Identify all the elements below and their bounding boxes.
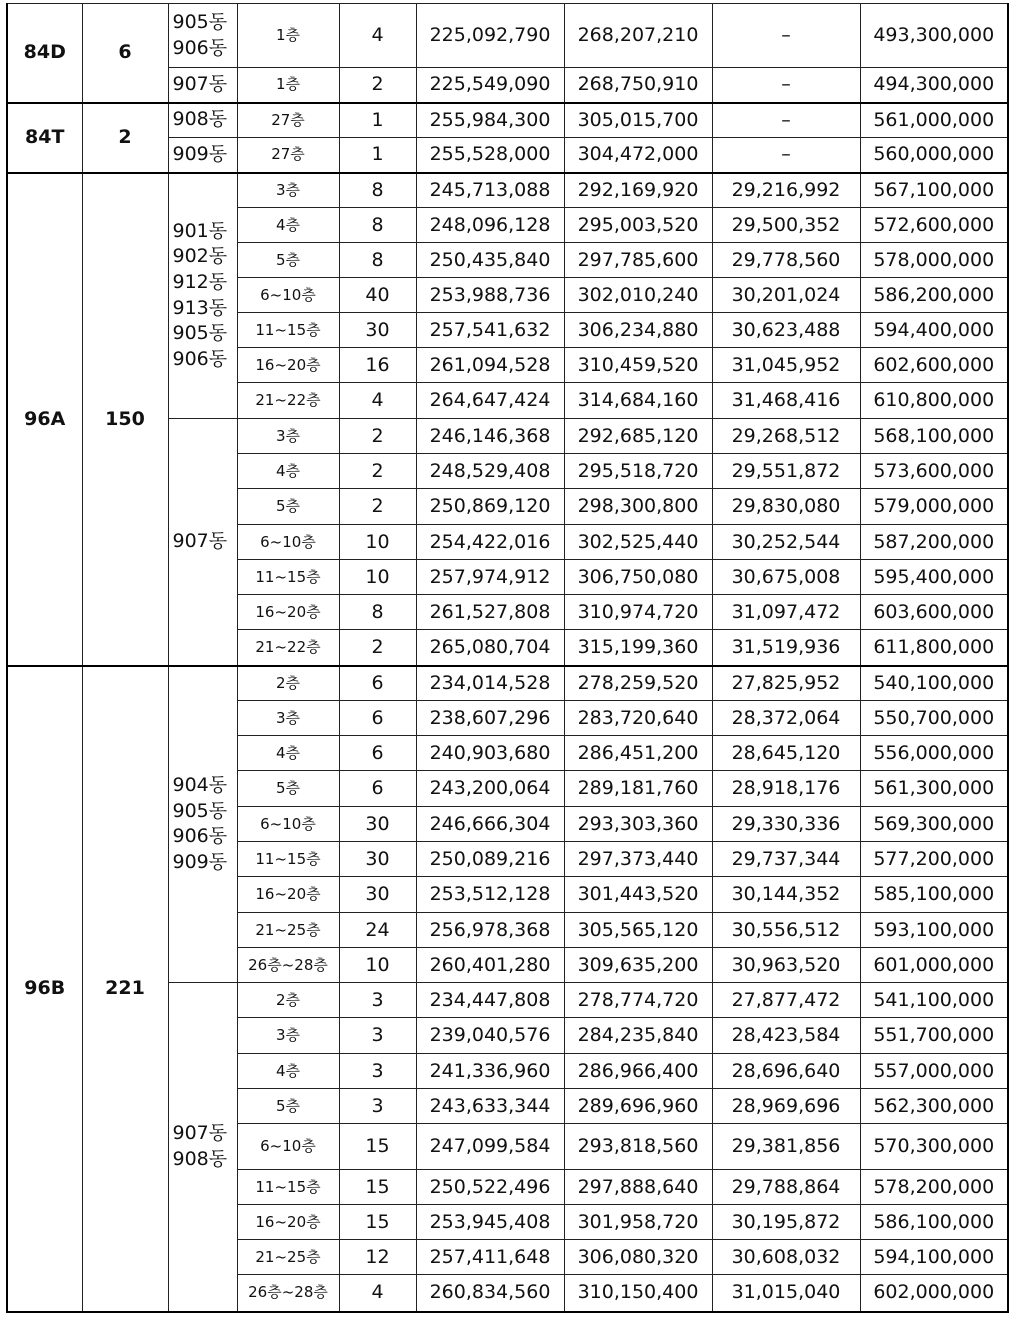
total-price-cell: 561,000,000 — [860, 103, 1008, 138]
price-cell-3: 31,097,472 — [712, 595, 860, 630]
total-price-cell: 586,200,000 — [860, 278, 1008, 313]
floor-cell: 26층~28층 — [237, 948, 339, 983]
total-price-cell: 551,700,000 — [860, 1018, 1008, 1054]
price-cell-3: 29,788,864 — [712, 1170, 860, 1205]
floor-cell: 4층 — [237, 1054, 339, 1089]
floor-cell: 4층 — [237, 736, 339, 771]
building-label: 909동 — [172, 850, 228, 873]
total-price-cell: 593,100,000 — [860, 913, 1008, 948]
building-label: 904동 — [172, 773, 228, 796]
price-cell-2: 292,685,120 — [564, 419, 712, 454]
price-cell-3: 30,252,544 — [712, 525, 860, 560]
building-label: 902동 — [172, 245, 228, 268]
unit-type-cell: 96B — [7, 666, 82, 1312]
price-cell-1: 245,713,088 — [416, 173, 564, 208]
price-cell-1: 243,200,064 — [416, 771, 564, 807]
total-price-cell: 578,000,000 — [860, 243, 1008, 278]
building-label: 905동 — [172, 10, 228, 33]
price-cell-2: 289,181,760 — [564, 771, 712, 807]
units-cell: 2 — [339, 419, 416, 454]
price-cell-1: 256,978,368 — [416, 913, 564, 948]
price-cell-1: 254,422,016 — [416, 525, 564, 560]
floor-cell: 6~10층 — [237, 525, 339, 560]
price-cell-3: 29,500,352 — [712, 208, 860, 243]
price-cell-2: 306,234,880 — [564, 313, 712, 348]
price-cell-1: 246,146,368 — [416, 419, 564, 454]
price-cell-1: 250,522,496 — [416, 1170, 564, 1205]
price-cell-3: 30,963,520 — [712, 948, 860, 983]
price-cell-2: 292,169,920 — [564, 173, 712, 208]
price-cell-2: 314,684,160 — [564, 383, 712, 419]
building-label: 912동 — [172, 271, 228, 294]
units-cell: 6 — [339, 666, 416, 701]
price-cell-3: 29,381,856 — [712, 1124, 860, 1170]
price-cell-1: 253,512,128 — [416, 877, 564, 913]
price-cell-2: 305,015,700 — [564, 103, 712, 138]
building-label: 913동 — [172, 296, 228, 319]
total-price-cell: 569,300,000 — [860, 807, 1008, 842]
price-cell-2: 310,150,400 — [564, 1275, 712, 1312]
total-price-cell: 586,100,000 — [860, 1205, 1008, 1240]
price-cell-3: 30,195,872 — [712, 1205, 860, 1240]
unit-count-cell: 221 — [82, 666, 168, 1312]
price-cell-2: 283,720,640 — [564, 701, 712, 736]
total-price-cell: 585,100,000 — [860, 877, 1008, 913]
floor-cell: 5층 — [237, 1089, 339, 1124]
units-cell: 12 — [339, 1240, 416, 1275]
price-cell-3: 29,778,560 — [712, 243, 860, 278]
price-cell-3: – — [712, 103, 860, 138]
price-cell-3: – — [712, 68, 860, 103]
price-cell-2: 306,750,080 — [564, 560, 712, 595]
floor-cell: 3층 — [237, 701, 339, 736]
price-cell-3: 31,519,936 — [712, 630, 860, 666]
floor-cell: 1층 — [237, 68, 339, 103]
price-cell-3: 29,737,344 — [712, 842, 860, 877]
building-label: 901동 — [172, 219, 228, 242]
floor-cell: 16~20층 — [237, 877, 339, 913]
price-cell-1: 253,988,736 — [416, 278, 564, 313]
total-price-cell: 567,100,000 — [860, 173, 1008, 208]
price-cell-1: 250,869,120 — [416, 489, 564, 525]
building-label: 906동 — [172, 348, 228, 371]
price-cell-1: 241,336,960 — [416, 1054, 564, 1089]
price-cell-1: 257,411,648 — [416, 1240, 564, 1275]
total-price-cell: 494,300,000 — [860, 68, 1008, 103]
total-price-cell: 602,000,000 — [860, 1275, 1008, 1312]
price-table-body — [7, 4, 1008, 1312]
building-label: 907동 — [172, 529, 228, 552]
price-cell-3: 28,423,584 — [712, 1018, 860, 1054]
units-cell: 16 — [339, 348, 416, 383]
price-cell-1: 234,447,808 — [416, 983, 564, 1018]
price-cell-3: 27,825,952 — [712, 666, 860, 701]
price-cell-2: 286,966,400 — [564, 1054, 712, 1089]
price-cell-1: 246,666,304 — [416, 807, 564, 842]
price-cell-2: 268,750,910 — [564, 68, 712, 103]
units-cell: 24 — [339, 913, 416, 948]
unit-count-cell: 2 — [82, 103, 168, 173]
price-cell-2: 295,003,520 — [564, 208, 712, 243]
building-cell — [168, 419, 237, 666]
total-price-cell: 556,000,000 — [860, 736, 1008, 771]
floor-cell: 6~10층 — [237, 1124, 339, 1170]
units-cell: 2 — [339, 454, 416, 489]
units-cell: 3 — [339, 1018, 416, 1054]
price-cell-3: 28,918,176 — [712, 771, 860, 807]
price-cell-1: 243,633,344 — [416, 1089, 564, 1124]
floor-cell: 6~10층 — [237, 807, 339, 842]
floor-cell: 11~15층 — [237, 1170, 339, 1205]
price-cell-1: 255,984,300 — [416, 103, 564, 138]
unit-count-cell: 6 — [82, 4, 168, 103]
price-cell-2: 295,518,720 — [564, 454, 712, 489]
price-cell-3: 27,877,472 — [712, 983, 860, 1018]
units-cell: 2 — [339, 68, 416, 103]
floor-cell: 3층 — [237, 173, 339, 208]
total-price-cell: 550,700,000 — [860, 701, 1008, 736]
price-cell-1: 248,529,408 — [416, 454, 564, 489]
total-price-cell: 557,000,000 — [860, 1054, 1008, 1089]
price-cell-1: 257,974,912 — [416, 560, 564, 595]
price-cell-3: 28,645,120 — [712, 736, 860, 771]
floor-cell: 11~15층 — [237, 842, 339, 877]
price-cell-1: 255,528,000 — [416, 138, 564, 173]
price-cell-2: 310,459,520 — [564, 348, 712, 383]
units-cell: 40 — [339, 278, 416, 313]
price-cell-3: 30,201,024 — [712, 278, 860, 313]
units-cell: 10 — [339, 525, 416, 560]
floor-cell: 6~10층 — [237, 278, 339, 313]
units-cell: 4 — [339, 1275, 416, 1312]
units-cell: 8 — [339, 173, 416, 208]
units-cell: 10 — [339, 560, 416, 595]
price-cell-1: 253,945,408 — [416, 1205, 564, 1240]
floor-cell: 3층 — [237, 1018, 339, 1054]
units-cell: 6 — [339, 771, 416, 807]
units-cell: 30 — [339, 877, 416, 913]
floor-cell: 4층 — [237, 454, 339, 489]
building-cell — [168, 138, 237, 173]
building-label: 908동 — [172, 108, 228, 131]
total-price-cell: 603,600,000 — [860, 595, 1008, 630]
price-cell-2: 297,888,640 — [564, 1170, 712, 1205]
total-price-cell: 595,400,000 — [860, 560, 1008, 595]
price-cell-2: 309,635,200 — [564, 948, 712, 983]
price-cell-2: 297,373,440 — [564, 842, 712, 877]
total-price-cell: 594,400,000 — [860, 313, 1008, 348]
floor-cell: 5층 — [237, 243, 339, 278]
total-price-cell: 573,600,000 — [860, 454, 1008, 489]
floor-cell: 5층 — [237, 771, 339, 807]
floor-cell: 16~20층 — [237, 1205, 339, 1240]
building-cell — [168, 666, 237, 983]
building-label: 905동 — [172, 322, 228, 345]
units-cell: 30 — [339, 313, 416, 348]
total-price-cell: 610,800,000 — [860, 383, 1008, 419]
units-cell: 15 — [339, 1205, 416, 1240]
floor-cell: 11~15층 — [237, 560, 339, 595]
price-cell-2: 306,080,320 — [564, 1240, 712, 1275]
price-cell-2: 278,259,520 — [564, 666, 712, 701]
building-label: 906동 — [172, 36, 228, 59]
price-cell-1: 261,527,808 — [416, 595, 564, 630]
price-cell-3: 30,675,008 — [712, 560, 860, 595]
floor-cell: 1층 — [237, 4, 339, 68]
total-price-cell: 561,300,000 — [860, 771, 1008, 807]
price-cell-1: 234,014,528 — [416, 666, 564, 701]
price-cell-3: 29,330,336 — [712, 807, 860, 842]
price-cell-3: 29,216,992 — [712, 173, 860, 208]
total-price-cell: 562,300,000 — [860, 1089, 1008, 1124]
units-cell: 3 — [339, 1089, 416, 1124]
price-cell-2: 278,774,720 — [564, 983, 712, 1018]
price-cell-2: 293,818,560 — [564, 1124, 712, 1170]
price-cell-3: 31,015,040 — [712, 1275, 860, 1312]
price-cell-1: 247,099,584 — [416, 1124, 564, 1170]
price-cell-1: 250,435,840 — [416, 243, 564, 278]
total-price-cell: 578,200,000 — [860, 1170, 1008, 1205]
total-price-cell: 611,800,000 — [860, 630, 1008, 666]
units-cell: 2 — [339, 630, 416, 666]
price-cell-3: 28,696,640 — [712, 1054, 860, 1089]
price-cell-3: 30,608,032 — [712, 1240, 860, 1275]
price-cell-1: 264,647,424 — [416, 383, 564, 419]
price-cell-1: 260,834,560 — [416, 1275, 564, 1312]
price-cell-3: 29,830,080 — [712, 489, 860, 525]
price-cell-2: 289,696,960 — [564, 1089, 712, 1124]
price-cell-1: 260,401,280 — [416, 948, 564, 983]
units-cell: 4 — [339, 383, 416, 419]
total-price-cell: 541,100,000 — [860, 983, 1008, 1018]
price-cell-2: 284,235,840 — [564, 1018, 712, 1054]
total-price-cell: 560,000,000 — [860, 138, 1008, 173]
price-cell-2: 301,443,520 — [564, 877, 712, 913]
floor-cell: 5층 — [237, 489, 339, 525]
units-cell: 1 — [339, 103, 416, 138]
price-cell-3: 28,969,696 — [712, 1089, 860, 1124]
unit-type-cell: 96A — [7, 173, 82, 666]
unit-count-cell: 150 — [82, 173, 168, 666]
price-cell-1: 250,089,216 — [416, 842, 564, 877]
total-price-cell: 493,300,000 — [860, 4, 1008, 68]
total-price-cell: 594,100,000 — [860, 1240, 1008, 1275]
units-cell: 10 — [339, 948, 416, 983]
price-cell-3: 31,045,952 — [712, 348, 860, 383]
floor-cell: 11~15층 — [237, 313, 339, 348]
units-cell: 2 — [339, 489, 416, 525]
price-cell-1: 265,080,704 — [416, 630, 564, 666]
floor-cell: 26층~28층 — [237, 1275, 339, 1312]
price-cell-2: 297,785,600 — [564, 243, 712, 278]
price-cell-1: 239,040,576 — [416, 1018, 564, 1054]
price-cell-3: – — [712, 138, 860, 173]
price-cell-1: 248,096,128 — [416, 208, 564, 243]
total-price-cell: 577,200,000 — [860, 842, 1008, 877]
price-cell-3: 30,623,488 — [712, 313, 860, 348]
units-cell: 1 — [339, 138, 416, 173]
unit-type-cell: 84D — [7, 4, 82, 103]
building-label: 906동 — [172, 825, 228, 848]
price-cell-3: 31,468,416 — [712, 383, 860, 419]
floor-cell: 27층 — [237, 138, 339, 173]
building-label: 907동 — [172, 72, 228, 95]
price-cell-2: 310,974,720 — [564, 595, 712, 630]
price-cell-2: 305,565,120 — [564, 913, 712, 948]
price-cell-3: 28,372,064 — [712, 701, 860, 736]
units-cell: 30 — [339, 842, 416, 877]
units-cell: 3 — [339, 1054, 416, 1089]
price-cell-3: 29,268,512 — [712, 419, 860, 454]
units-cell: 8 — [339, 208, 416, 243]
floor-cell: 21~22층 — [237, 630, 339, 666]
floor-cell: 3층 — [237, 419, 339, 454]
building-cell — [168, 68, 237, 103]
price-cell-2: 293,303,360 — [564, 807, 712, 842]
units-cell: 4 — [339, 4, 416, 68]
units-cell: 6 — [339, 701, 416, 736]
building-cell — [168, 103, 237, 138]
units-cell: 6 — [339, 736, 416, 771]
price-cell-2: 301,958,720 — [564, 1205, 712, 1240]
price-cell-1: 261,094,528 — [416, 348, 564, 383]
price-cell-1: 257,541,632 — [416, 313, 564, 348]
price-cell-2: 315,199,360 — [564, 630, 712, 666]
price-cell-1: 225,092,790 — [416, 4, 564, 68]
total-price-cell: 572,600,000 — [860, 208, 1008, 243]
price-cell-3: – — [712, 4, 860, 68]
total-price-cell: 540,100,000 — [860, 666, 1008, 701]
floor-cell: 21~22층 — [237, 383, 339, 419]
price-cell-3: 30,144,352 — [712, 877, 860, 913]
building-cell — [168, 983, 237, 1312]
building-cell — [168, 4, 237, 68]
unit-type-cell: 84T — [7, 103, 82, 173]
price-cell-2: 268,207,210 — [564, 4, 712, 68]
price-cell-1: 225,549,090 — [416, 68, 564, 103]
price-cell-2: 298,300,800 — [564, 489, 712, 525]
building-cell — [168, 173, 237, 419]
floor-cell: 2층 — [237, 666, 339, 701]
price-cell-2: 304,472,000 — [564, 138, 712, 173]
units-cell: 15 — [339, 1124, 416, 1170]
table-row — [7, 666, 1008, 701]
total-price-cell: 568,100,000 — [860, 419, 1008, 454]
floor-cell: 16~20층 — [237, 595, 339, 630]
table-row — [7, 103, 1008, 138]
total-price-cell: 587,200,000 — [860, 525, 1008, 560]
units-cell: 3 — [339, 983, 416, 1018]
total-price-cell: 602,600,000 — [860, 348, 1008, 383]
table-row — [7, 173, 1008, 208]
floor-cell: 21~25층 — [237, 913, 339, 948]
price-cell-3: 29,551,872 — [712, 454, 860, 489]
table-row — [7, 4, 1008, 68]
price-table — [6, 3, 1009, 1313]
floor-cell: 2층 — [237, 983, 339, 1018]
units-cell: 15 — [339, 1170, 416, 1205]
building-label: 908동 — [172, 1147, 228, 1170]
total-price-cell: 601,000,000 — [860, 948, 1008, 983]
total-price-cell: 579,000,000 — [860, 489, 1008, 525]
price-cell-3: 30,556,512 — [712, 913, 860, 948]
floor-cell: 21~25층 — [237, 1240, 339, 1275]
floor-cell: 27층 — [237, 103, 339, 138]
building-label: 905동 — [172, 799, 228, 822]
building-label: 909동 — [172, 142, 228, 165]
price-cell-2: 286,451,200 — [564, 736, 712, 771]
floor-cell: 16~20층 — [237, 348, 339, 383]
units-cell: 8 — [339, 595, 416, 630]
total-price-cell: 570,300,000 — [860, 1124, 1008, 1170]
building-label: 907동 — [172, 1122, 228, 1145]
units-cell: 8 — [339, 243, 416, 278]
units-cell: 30 — [339, 807, 416, 842]
price-cell-1: 240,903,680 — [416, 736, 564, 771]
price-cell-2: 302,010,240 — [564, 278, 712, 313]
price-cell-1: 238,607,296 — [416, 701, 564, 736]
floor-cell: 4층 — [237, 208, 339, 243]
price-cell-2: 302,525,440 — [564, 525, 712, 560]
